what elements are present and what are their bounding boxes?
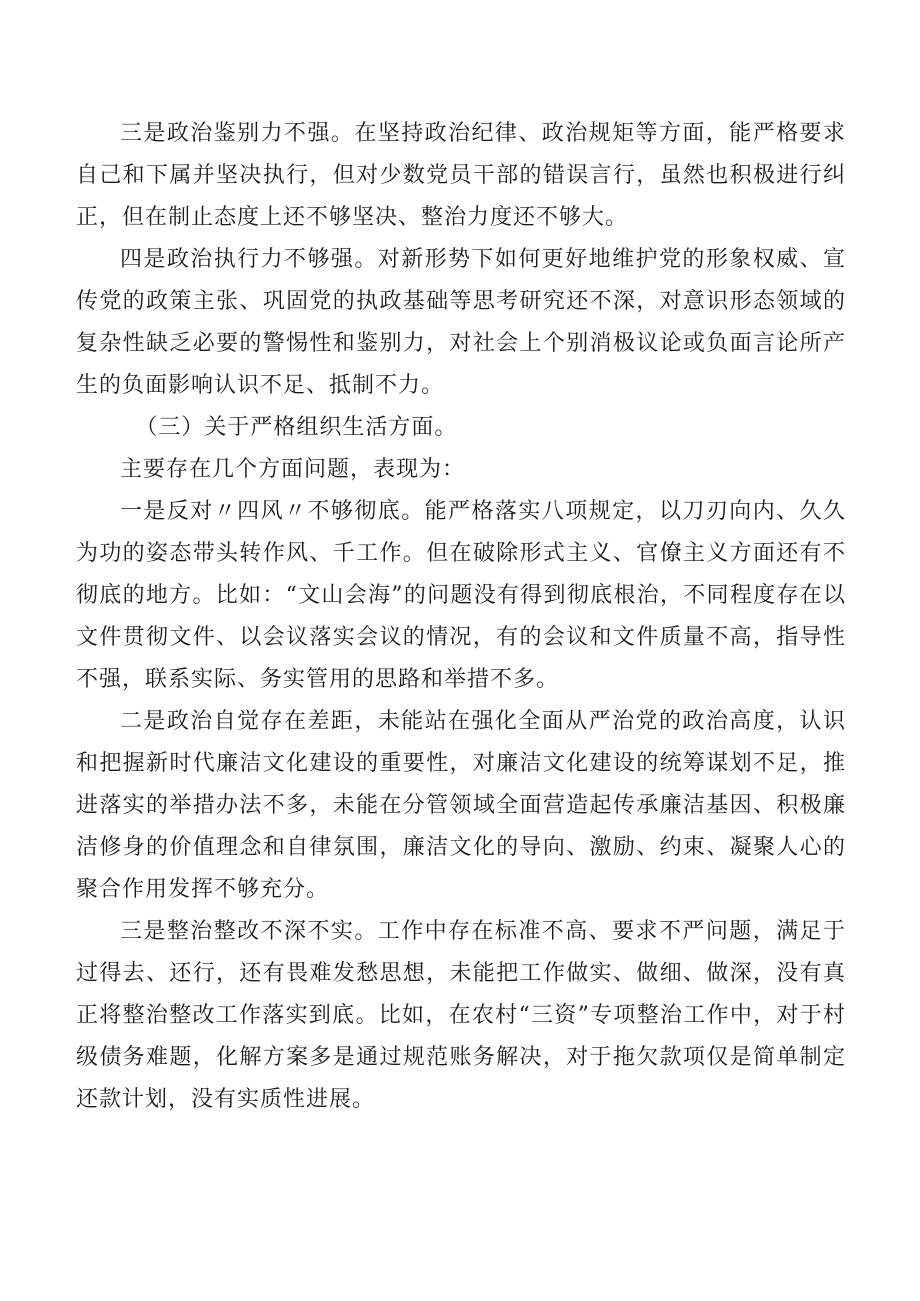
- document-body: [76, 113, 846, 1121]
- paragraph-rectification: 三是整治整改不深不实。工作中存在标准不高、要求不严问题，满足于过得去、还行，还有畏难发愁思想，未能把工作做实、做细、做深，没有真正将整治整改工作落实到底。比如，在农村“三资”专项整治工作中，对于村级债务难题，化解方案多是通过规范账务解决，对于拖欠款项仅是简单制定还款计划，没有实质性进展。: [76, 919, 846, 1112]
- section-heading-organizational-life: （三）关于严格组织生活方面。: [135, 415, 458, 440]
- paragraph-political-execution: 四是政治执行力不够强。对新形势下如何更好地维护党的形象权威、宣传党的政策主张、巩固党的执政基础等思考研究还不深，对意识形态领域的复杂性缺乏必要的警惕性和鉴别力，对社会上个别消极议论或负面言论所产生的负面影响认识不足、抵制不力。: [76, 247, 846, 398]
- paragraph-main-problems-intro: 主要存在几个方面问题，表现为：: [120, 457, 466, 482]
- paragraph-four-winds: 一是反对〃四风〃不够彻底。能严格落实八项规定，以刀刃向内、久久为功的姿态带头转作风、千工作。但在破除形式主义、官僚主义方面还有不彻底的地方。比如：“文山会海”的问题没有得到彻底根治，不同程度存在以文件贯彻文件、以会议落实会议的情况，有的会议和文件质量不高，指导性不强，联系实际、务实管用的思路和举措不多。: [76, 499, 846, 692]
- paragraph-political-discernment: 三是政治鉴别力不强。在坚持政治纪律、政治规矩等方面，能严格要求自己和下属并坚决执行，但对少数党员干部的错误言行，虽然也积极进行纠正，但在制止态度上还不够坚决、整治力度还不够大。: [76, 121, 846, 230]
- paragraph-political-consciousness: 二是政治自觉存在差距，未能站在强化全面从严治党的政治高度，认识和把握新时代廉洁文化建设的重要性，对廉洁文化建设的统筹谋划不足，推进落实的举措办法不多，未能在分管领域全面营造起传承廉洁基因、积极廉洁修身的价值理念和自律氛围，廉洁文化的导向、激励、约束、凝聚人心的聚合作用发挥不够充分。: [76, 709, 846, 902]
